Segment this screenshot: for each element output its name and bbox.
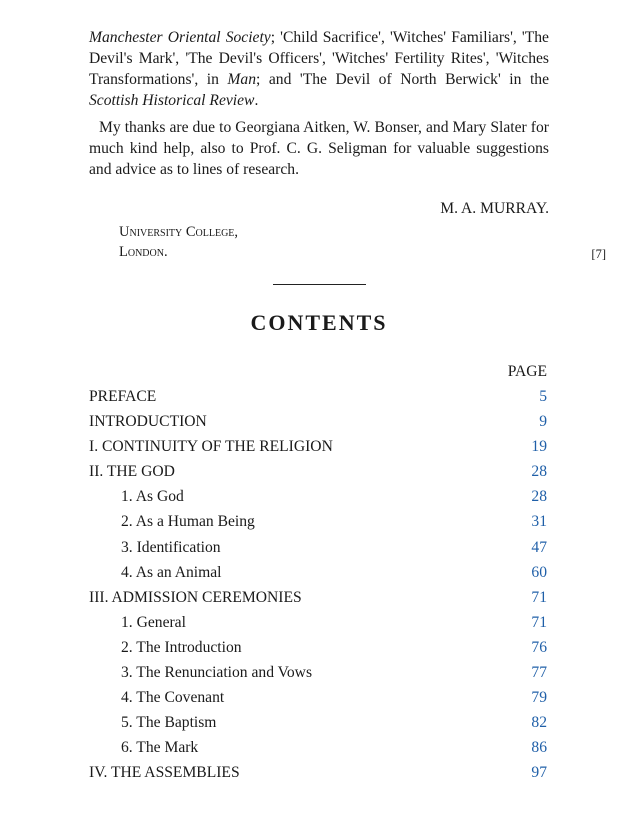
society-name: Manchester Oriental Society (89, 29, 271, 46)
toc-page-link[interactable]: 71 (531, 588, 547, 606)
toc-entry-label: 6. The Mark (121, 739, 199, 757)
toc-entry-label: PREFACE (89, 388, 157, 405)
toc-entry (89, 610, 547, 635)
toc-entry (89, 434, 547, 459)
toc-entry-label: 2. The Introduction (121, 638, 242, 656)
section-divider (273, 284, 366, 285)
preface-paragraph-2: My thanks are due to Georgiana Aitken, W. Bonser, and Mary Slater for much kind help, also to Prof. C. G. Seligman for valuable suggestions and advice as to lines of research. (89, 119, 549, 178)
toc-page-link[interactable]: 86 (531, 739, 547, 757)
page-marker: [7] (591, 247, 606, 261)
toc-entry (89, 384, 547, 409)
toc-entry-label: 5. The Baptism (121, 714, 217, 732)
toc-entry (89, 710, 547, 735)
paper-list: ; 'Child Sacrifice', 'Witches' Familiars', 'The Devil's Mark', 'The Devil's Officers', 'Witches' Fertility Rites', 'Witches Transformations', in (89, 29, 549, 88)
journal-man: Man (227, 71, 257, 88)
toc-entry (89, 535, 547, 560)
toc-page-link[interactable]: 19 (531, 438, 547, 456)
preface-paragraph-1 (89, 27, 549, 111)
toc-page-link[interactable]: 76 (531, 638, 547, 656)
toc-page-link[interactable]: 5 (539, 388, 547, 405)
toc-entry (89, 735, 547, 760)
toc-entry (89, 585, 547, 610)
toc-page-link[interactable]: 28 (531, 488, 547, 506)
toc-page-link[interactable]: 79 (531, 689, 547, 707)
toc-entry-label: 3. The Renunciation and Vows (121, 664, 313, 682)
preface-section (89, 27, 549, 262)
toc-entry (89, 509, 547, 534)
toc-page-link[interactable]: 77 (531, 664, 547, 682)
sentence-end: . (254, 92, 259, 109)
journal-scottish-review: Scottish Historical Review (89, 92, 255, 109)
toc-entry (89, 685, 547, 710)
toc-entry (89, 635, 547, 660)
toc-page-link[interactable]: 31 (531, 513, 547, 531)
toc-entry (89, 459, 547, 484)
toc-entry (89, 760, 547, 785)
toc-page-link[interactable]: 71 (531, 613, 547, 631)
toc-entry-label: 3. Identification (121, 538, 221, 556)
toc-entry (89, 660, 547, 685)
author-signature: M. A. MURRAY. (440, 200, 549, 217)
toc-entry-label: III. ADMISSION CEREMONIES (89, 588, 302, 606)
toc-entry-label: 1. General (121, 613, 186, 631)
table-of-contents (89, 359, 547, 786)
affiliation-line-1: University College, (119, 224, 239, 240)
toc-page-link[interactable]: 47 (531, 538, 547, 556)
toc-entry-label: INTRODUCTION (89, 413, 207, 431)
toc-entry (89, 560, 547, 585)
toc-page-link[interactable]: 9 (539, 413, 547, 431)
affiliation-line-2: London. (119, 244, 168, 260)
toc-entry (89, 484, 547, 509)
toc-page-link[interactable]: 60 (531, 563, 547, 581)
toc-entry-label: 4. As an Animal (121, 563, 222, 581)
toc-entry-label: 2. As a Human Being (121, 513, 255, 531)
toc-page-link[interactable]: 82 (531, 714, 547, 732)
contents-title: CONTENTS (250, 310, 388, 335)
author-affiliation (119, 222, 549, 262)
toc-page-link[interactable]: 28 (531, 463, 547, 481)
page-column-header: PAGE (507, 363, 547, 380)
toc-entry-label: II. THE GOD (89, 463, 175, 481)
toc-page-link[interactable]: 97 (531, 764, 547, 782)
toc-entry-label: IV. THE ASSEMBLIES (89, 764, 240, 782)
toc-entry-label: 1. As God (121, 488, 184, 506)
toc-entry (89, 409, 547, 434)
toc-entry-label: 4. The Covenant (121, 689, 225, 707)
toc-entry-label: I. CONTINUITY OF THE RELIGION (89, 438, 333, 456)
paper-list-cont: ; and 'The Devil of North Berwick' in the (256, 71, 549, 88)
